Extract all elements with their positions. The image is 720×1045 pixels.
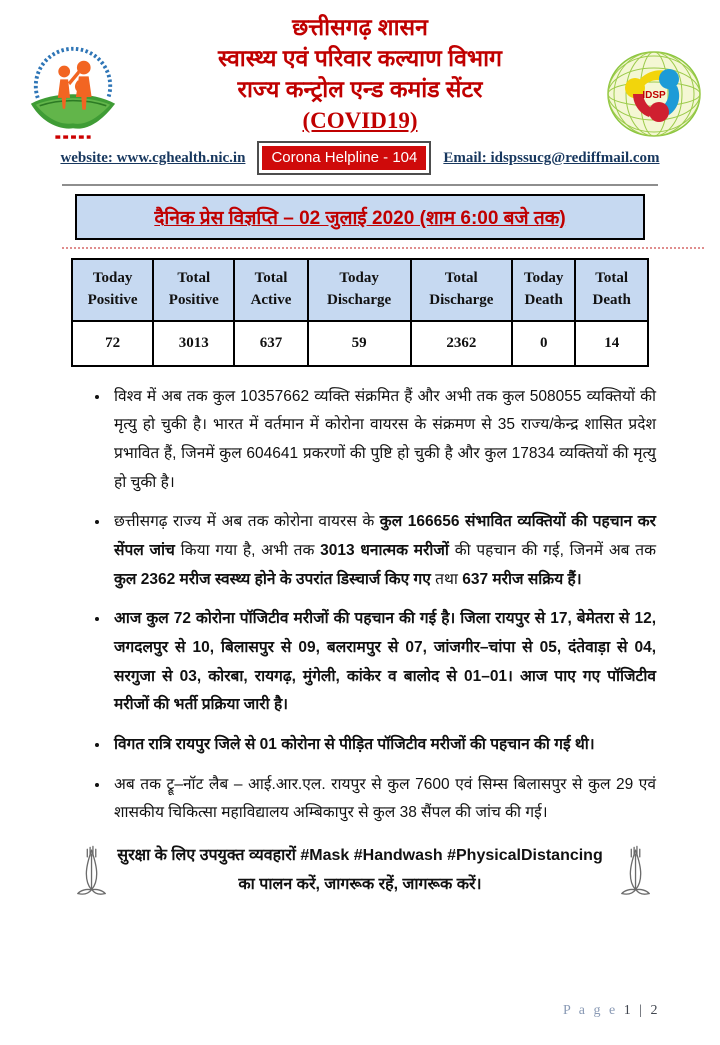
stat-header-cell: Today Death <box>512 259 575 321</box>
idsp-logo-text: IDSP <box>642 90 666 101</box>
bullet-text-segment: किया गया है, अभी तक <box>180 541 321 559</box>
footer-message-block <box>0 842 720 900</box>
bullet-text-segment: तथा <box>435 570 463 588</box>
stat-header-cell: Today Positive <box>72 259 153 321</box>
bullet-text-segment: 3013 धनात्मक मरीजों <box>320 541 455 559</box>
bullet-text-segment: विश्व में अब तक कुल 10357662 व्यक्ति संक्रमित हैं और अभी तक कुल 508055 व्यक्तियों की मृत्यु हो चुकी है। भारत में वर्तमान में कोरोना वायरस के संक्रमण से 35 राज्य/केन्द्र शासित प्रदेश प्रभावित हैं, जिनमें कुल 604641 प्रकरणों की पुष्टि हो चुकी है और कुल 17834 व्यक्तियों की मृत्यु हो चुकी है। <box>114 387 656 491</box>
website-link[interactable]: website: www.cghealth.nic.in <box>60 149 246 166</box>
bullet-text-segment: विगत रात्रि रायपुर जिले से 01 कोरोना से पीड़ित पॉजिटीव मरीजों की पहचान की गई थी। <box>114 735 595 753</box>
stat-header-cell: Total Discharge <box>411 259 512 321</box>
bullet-item <box>110 605 656 720</box>
stats-header-row <box>72 259 648 321</box>
covid-stats-table <box>71 258 649 367</box>
stat-header-cell: Total Positive <box>153 259 234 321</box>
bullet-item <box>110 508 656 594</box>
document-header <box>0 0 720 186</box>
stat-value-cell: 0 <box>512 321 575 366</box>
bullet-text-segment: आज कुल 72 कोरोना पॉजिटीव मरीजों की पहचान की गई है। जिला रायपुर से 17, बेमेतरा से 12, जगदलपुर से 10, बिलासपुर से 09, बलरामपुर से 07, जांजगीर–चांपा से 05, दंतेवाड़ा से 04, सरगुजा से 03, कोरबा, रायगढ़, मुंगेली, कांकेर व बालोद से 01–01। आज पाए गए पॉजिटीव मरीजों की भर्ती प्रक्रिया जारी है। <box>114 610 656 714</box>
nhm-health-logo-icon <box>26 44 120 144</box>
bullet-text-segment: अब तक ट्रू–नॉट लैब – आई.आर.एल. रायपुर से कुल 7600 एवं सिम्स बिलासपुर से कुल 29 एवं शासकीय चिकित्सा महाविद्यालय अम्बिकापुर से कुल 38 सैंपल की जांच की गई। <box>114 775 656 822</box>
corona-helpline-badge <box>257 141 431 175</box>
page-number-value: 1 | 2 <box>623 1003 660 1018</box>
stat-header-cell: Today Discharge <box>308 259 411 321</box>
footer-message: सुरक्षा के लिए उपयुक्त व्यवहारों #Mask #Handwash #PhysicalDistancing का पालन करें, जागरूक रहें, जागरूक करें। <box>117 846 603 893</box>
bullet-item <box>110 383 656 498</box>
org-name-line-2: स्वास्थ्य एवं परिवार कल्याण विभाग <box>218 45 502 71</box>
folded-hands-icon <box>76 842 108 898</box>
idsp-globe-logo-icon <box>602 42 706 144</box>
header-divider <box>62 184 658 186</box>
stats-value-row <box>72 321 648 366</box>
corona-helpline-label: Corona Helpline - 104 <box>262 146 426 170</box>
email-link[interactable]: Email: idspssucg@rediffmail.com <box>443 149 660 166</box>
stat-value-cell: 59 <box>308 321 411 366</box>
contact-row <box>0 141 720 175</box>
dotted-divider <box>62 247 704 249</box>
page-number <box>563 1003 660 1019</box>
stat-value-cell: 3013 <box>153 321 234 366</box>
bullet-text-segment: की पहचान की गई, जिनमें अब तक <box>454 541 657 559</box>
bullet-item <box>110 731 656 760</box>
org-name-line-3: राज्य कन्ट्रोल एन्ड कमांड सेंटर <box>237 76 483 102</box>
stat-value-cell: 72 <box>72 321 153 366</box>
stat-header-cell: Total Active <box>234 259 307 321</box>
bullet-text-segment: छत्तीसगढ़ राज्य में अब तक कोरोना वायरस के <box>114 513 380 531</box>
bullet-list <box>0 383 720 828</box>
page-number-word: P a g e <box>562 1003 618 1018</box>
stat-value-cell: 637 <box>234 321 307 366</box>
press-title-text: दैनिक प्रेस विज्ञप्ति – 02 जुलाई 2020 (शाम 6:00 बजे तक) <box>154 208 566 229</box>
bullet-item <box>110 771 656 828</box>
org-name-line-1: छत्तीसगढ़ शासन <box>292 14 428 40</box>
press-title-bar <box>75 194 645 240</box>
bullet-text-segment: 637 मरीज सक्रिय हैं। <box>462 570 582 588</box>
stat-header-cell: Total Death <box>575 259 648 321</box>
bullet-text-segment: कुल 2362 मरीज स्वस्थ्य होने के उपरांत डिस्चार्ज किए गए <box>114 570 436 588</box>
covid19-label: (COVID19) <box>302 108 418 133</box>
bullet-text-segment: कुल 166656 संभावित व्यक्तियों की पहचान कर सेंपल जांच <box>114 513 656 559</box>
stat-value-cell: 14 <box>575 321 648 366</box>
stat-value-cell: 2362 <box>411 321 512 366</box>
folded-hands-icon <box>620 842 652 898</box>
